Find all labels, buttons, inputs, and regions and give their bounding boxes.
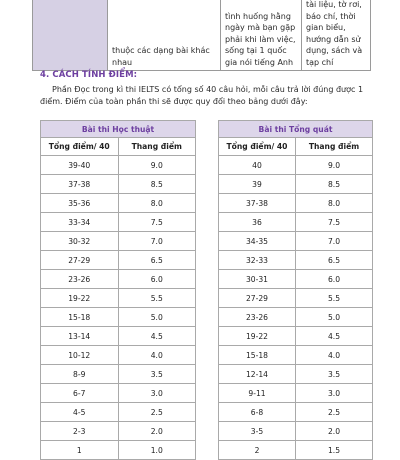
band-score-cell: 4.0	[296, 346, 373, 365]
total-score-cell: 35-36	[41, 194, 119, 213]
total-score-cell: 19-22	[41, 289, 119, 308]
table-row	[219, 213, 373, 232]
column-header: Tổng điểm/ 40	[219, 138, 296, 156]
table-row	[41, 327, 196, 346]
table-row	[219, 289, 373, 308]
section-intro: Phần Đọc trong kì thi IELTS có tổng số 40 câu hỏi, mỗi câu trả lời đúng được 1 điểm. Điểm của toàn phần thi sẽ được quy đổi theo bảng dưới đây:	[40, 85, 364, 106]
academic-score-table	[40, 120, 196, 460]
table-row	[41, 403, 196, 422]
table-cell: tình huống hằng ngày mà bạn gặp phải khi làm việc, sống tại 1 quốc gia nói tiếng Anh	[221, 0, 302, 71]
table-row	[41, 308, 196, 327]
band-score-cell: 4.5	[118, 327, 196, 346]
band-score-cell: 2.0	[118, 422, 196, 441]
band-score-cell: 3.0	[296, 384, 373, 403]
band-score-cell: 4.0	[118, 346, 196, 365]
column-header: Thang điểm	[296, 138, 373, 156]
total-score-cell: 6-8	[219, 403, 296, 422]
total-score-cell: 2	[219, 441, 296, 460]
band-score-cell: 9.0	[118, 156, 196, 175]
total-score-cell: 4-5	[41, 403, 119, 422]
table-row	[219, 346, 373, 365]
band-score-cell: 7.5	[118, 213, 196, 232]
total-score-cell: 30-32	[41, 232, 119, 251]
total-score-cell: 19-22	[219, 327, 296, 346]
table-row	[41, 422, 196, 441]
total-score-cell: 12-14	[219, 365, 296, 384]
total-score-cell: 8-9	[41, 365, 119, 384]
table-row	[219, 308, 373, 327]
table-row	[41, 270, 196, 289]
column-header: Thang điểm	[118, 138, 196, 156]
table-cell: tài liệu, tờ rơi, báo chí, thời gian biểu, hướng dẫn sử dụng, sách và tạp chí	[302, 0, 371, 71]
total-score-cell: 13-14	[41, 327, 119, 346]
band-score-cell: 2.0	[296, 422, 373, 441]
band-score-cell: 5.5	[118, 289, 196, 308]
table-row	[219, 441, 373, 460]
band-score-cell: 6.0	[296, 270, 373, 289]
band-score-cell: 7.5	[296, 213, 373, 232]
total-score-cell: 3-5	[219, 422, 296, 441]
table-title-row	[219, 121, 373, 138]
band-score-cell: 8.5	[118, 175, 196, 194]
top-info-table	[32, 0, 371, 71]
table-header-row	[41, 138, 196, 156]
table-row	[41, 175, 196, 194]
total-score-cell: 27-29	[219, 289, 296, 308]
band-score-cell: 2.5	[118, 403, 196, 422]
general-table-title: Bài thi Tổng quát	[219, 121, 373, 138]
table-row	[41, 156, 196, 175]
total-score-cell: 34-35	[219, 232, 296, 251]
total-score-cell: 10-12	[41, 346, 119, 365]
table-row	[41, 441, 196, 460]
table-row	[219, 251, 373, 270]
academic-table-title: Bài thi Học thuật	[41, 121, 196, 138]
table-row	[219, 422, 373, 441]
total-score-cell: 1	[41, 441, 119, 460]
band-score-cell: 1.5	[296, 441, 373, 460]
total-score-cell: 6-7	[41, 384, 119, 403]
band-score-cell: 3.5	[296, 365, 373, 384]
band-score-cell: 7.0	[118, 232, 196, 251]
table-row	[219, 175, 373, 194]
table-row	[219, 365, 373, 384]
table-cell: thuộc các dạng bài khác nhau	[108, 0, 221, 71]
total-score-cell: 27-29	[41, 251, 119, 270]
table-row	[41, 365, 196, 384]
total-score-cell: 36	[219, 213, 296, 232]
band-score-cell: 3.5	[118, 365, 196, 384]
table-row	[219, 232, 373, 251]
total-score-cell: 33-34	[41, 213, 119, 232]
table-row	[41, 213, 196, 232]
general-score-table	[218, 120, 373, 460]
band-score-cell: 8.5	[296, 175, 373, 194]
table-row	[41, 251, 196, 270]
band-score-cell: 6.0	[118, 270, 196, 289]
total-score-cell: 9-11	[219, 384, 296, 403]
total-score-cell: 37-38	[41, 175, 119, 194]
table-row	[219, 327, 373, 346]
table-row	[41, 346, 196, 365]
band-score-cell: 6.5	[296, 251, 373, 270]
total-score-cell: 40	[219, 156, 296, 175]
band-score-cell: 9.0	[296, 156, 373, 175]
total-score-cell: 2-3	[41, 422, 119, 441]
table-row	[219, 156, 373, 175]
band-score-cell: 8.0	[296, 194, 373, 213]
total-score-cell: 30-31	[219, 270, 296, 289]
table-cell	[33, 0, 108, 71]
band-score-cell: 7.0	[296, 232, 373, 251]
total-score-cell: 15-18	[41, 308, 119, 327]
table-row	[41, 232, 196, 251]
table-row	[219, 403, 373, 422]
band-score-cell: 6.5	[118, 251, 196, 270]
band-score-cell: 3.0	[118, 384, 196, 403]
table-header-row	[219, 138, 373, 156]
band-score-cell: 5.5	[296, 289, 373, 308]
table-row	[219, 270, 373, 289]
table-row	[41, 289, 196, 308]
table-title-row	[41, 121, 196, 138]
table-row	[219, 194, 373, 213]
total-score-cell: 23-26	[219, 308, 296, 327]
table-row	[41, 194, 196, 213]
total-score-cell: 23-26	[41, 270, 119, 289]
band-score-cell: 4.5	[296, 327, 373, 346]
table-row	[33, 0, 371, 71]
total-score-cell: 32-33	[219, 251, 296, 270]
band-score-cell: 5.0	[296, 308, 373, 327]
band-score-cell: 2.5	[296, 403, 373, 422]
band-score-cell: 1.0	[118, 441, 196, 460]
section-heading: 4. CÁCH TÍNH ĐIỂM:	[40, 70, 138, 80]
total-score-cell: 15-18	[219, 346, 296, 365]
total-score-cell: 39-40	[41, 156, 119, 175]
band-score-cell: 8.0	[118, 194, 196, 213]
total-score-cell: 37-38	[219, 194, 296, 213]
total-score-cell: 39	[219, 175, 296, 194]
band-score-cell: 5.0	[118, 308, 196, 327]
column-header: Tổng điểm/ 40	[41, 138, 119, 156]
